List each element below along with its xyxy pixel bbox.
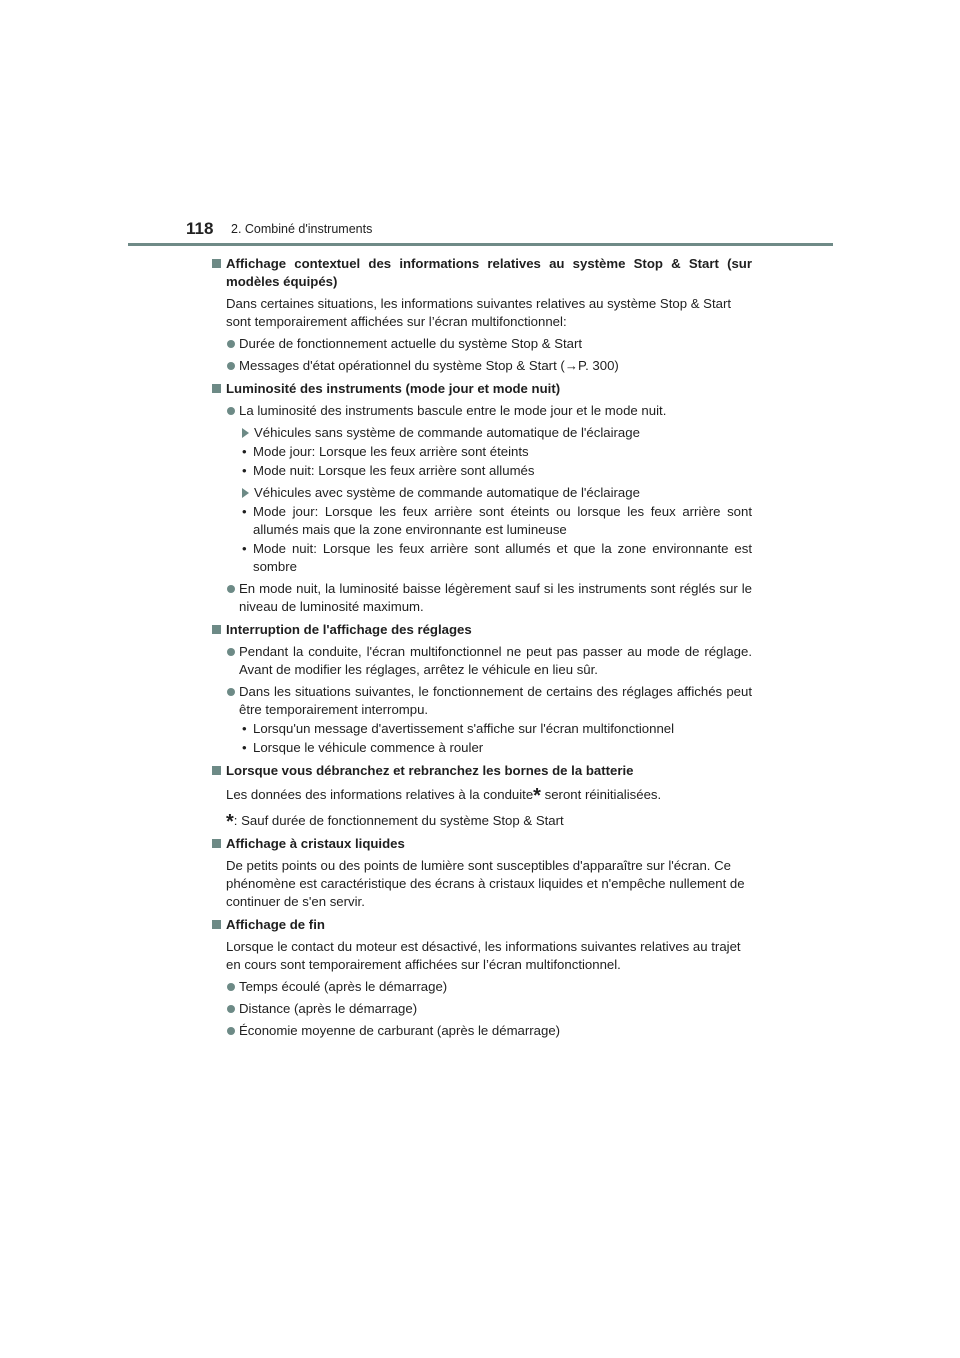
dot-marker-icon: •	[242, 444, 247, 459]
square-bullet-icon	[212, 259, 221, 268]
sub-item	[212, 462, 752, 480]
list-item-text: Temps écoulé (après le démarrage)	[239, 979, 448, 994]
circle-bullet-icon	[227, 1027, 235, 1035]
list-item	[212, 335, 752, 353]
sub-item	[212, 503, 752, 539]
section-heading	[212, 255, 752, 291]
dot-marker-icon: •	[242, 504, 247, 519]
condition-item	[212, 484, 752, 502]
list-item-text: Économie moyenne de carburant (après le démarrage)	[239, 1023, 561, 1038]
page-number: 118	[186, 219, 214, 238]
circle-bullet-icon	[227, 688, 235, 696]
section-heading	[212, 916, 752, 934]
circle-bullet-icon	[227, 1005, 235, 1013]
sub-item	[212, 540, 752, 576]
sub-item	[212, 720, 752, 738]
square-bullet-icon	[212, 384, 221, 393]
dot-marker-icon: •	[242, 740, 247, 755]
section-heading	[212, 762, 752, 780]
paragraph	[226, 784, 752, 807]
paragraph: Dans certaines situations, les informations suivantes relatives au système Stop & Start sont temporairement affichées sur l’écran multifonctionnel:	[226, 296, 732, 329]
sub-item-text: Mode nuit: Lorsque les feux arrière sont allumés et que la zone environnante est sombre	[253, 541, 752, 574]
condition-text: Véhicules avec système de commande automatique de l'éclairage	[254, 485, 640, 500]
header-divider	[128, 243, 833, 246]
square-bullet-icon	[212, 920, 221, 929]
circle-bullet-icon	[227, 585, 235, 593]
list-item	[212, 1022, 752, 1040]
square-bullet-icon	[212, 766, 221, 775]
chapter-title: 2. Combiné d'instruments	[231, 222, 373, 236]
page-content	[212, 255, 752, 1040]
list-item	[212, 580, 752, 616]
dot-marker-icon: •	[242, 463, 247, 478]
list-item	[212, 357, 752, 375]
list-item-text: Pendant la conduite, l'écran multifonctionnel ne peut pas passer au mode de réglage. Avant de modifier les réglages, arrêtez le véhicule en lieu sûr.	[239, 644, 752, 677]
square-bullet-icon	[212, 839, 221, 848]
section-title: Luminosité des instruments (mode jour et mode nuit)	[226, 381, 561, 396]
triangle-marker-icon	[242, 488, 249, 498]
footnote	[212, 810, 752, 833]
section-heading	[212, 380, 752, 398]
list-item-text: Durée de fonctionnement actuelle du système Stop & Start	[239, 336, 583, 351]
paragraph-text: Les données des informations relatives à la conduite	[226, 787, 534, 802]
list-item-text: Dans les situations suivantes, le fonctionnement de certains des réglages affichés peut être temporairement interrompu.	[239, 684, 752, 717]
sub-item-text: Mode jour: Lorsque les feux arrière sont éteints ou lorsque les feux arrière sont allumés mais que la zone environnante est lumineuse	[253, 504, 752, 537]
section-heading	[212, 835, 752, 853]
dot-marker-icon: •	[242, 721, 247, 736]
list-item	[212, 683, 752, 719]
dot-marker-icon: •	[242, 541, 247, 556]
section-title: Interruption de l'affichage des réglages	[226, 622, 472, 637]
sub-item	[212, 739, 752, 757]
section-title: Lorsque vous débranchez et rebranchez les bornes de la batterie	[226, 763, 634, 778]
list-item-text: Messages d'état opérationnel du système Stop & Start (→P. 300)	[239, 358, 619, 373]
list-item	[212, 643, 752, 679]
condition-item	[212, 424, 752, 442]
section-title: Affichage de fin	[226, 917, 325, 932]
list-item-text: Distance (après le démarrage)	[239, 1001, 418, 1016]
paragraph: De petits points ou des points de lumière sont susceptibles d'apparaître sur l'écran. Ce phénomène est caractéristique des écrans à cristaux liquides et n'empêche nullement de continuer de s'en servir.	[226, 858, 745, 909]
paragraph-text: seront réinitialisées.	[540, 787, 662, 802]
list-item	[212, 1000, 752, 1018]
footnote-marker: *	[226, 811, 234, 833]
footnote-marker: *	[533, 785, 541, 807]
circle-bullet-icon	[227, 407, 235, 415]
circle-bullet-icon	[227, 983, 235, 991]
sub-item-text: Mode jour: Lorsque les feux arrière sont éteints	[253, 444, 529, 459]
circle-bullet-icon	[227, 340, 235, 348]
condition-text: Véhicules sans système de commande automatique de l'éclairage	[254, 425, 640, 440]
triangle-marker-icon	[242, 428, 249, 438]
list-item	[212, 978, 752, 996]
sub-item-text: Mode nuit: Lorsque les feux arrière sont allumés	[253, 463, 535, 478]
section-title: Affichage contextuel des informations relatives au système Stop & Start (sur modèles équipés)	[226, 256, 752, 289]
circle-bullet-icon	[227, 648, 235, 656]
section-heading	[212, 621, 752, 639]
sub-item-text: Lorsqu'un message d'avertissement s'affiche sur l'écran multifonctionnel	[253, 721, 675, 736]
sub-item	[212, 443, 752, 461]
square-bullet-icon	[212, 625, 221, 634]
list-item	[212, 402, 752, 420]
sub-item-text: Lorsque le véhicule commence à rouler	[253, 740, 484, 755]
circle-bullet-icon	[227, 362, 235, 370]
section-title: Affichage à cristaux liquides	[226, 836, 405, 851]
footnote-text: : Sauf durée de fonctionnement du système Stop & Start	[233, 813, 564, 828]
list-item-text: En mode nuit, la luminosité baisse légèrement sauf si les instruments sont réglés sur le niveau de luminosité maximum.	[239, 581, 752, 614]
paragraph: Lorsque le contact du moteur est désactivé, les informations suivantes relatives au trajet en cours sont temporairement affichées sur l’écran multifonctionnel.	[226, 939, 741, 972]
list-item-text: La luminosité des instruments bascule entre le mode jour et le mode nuit.	[239, 403, 667, 418]
